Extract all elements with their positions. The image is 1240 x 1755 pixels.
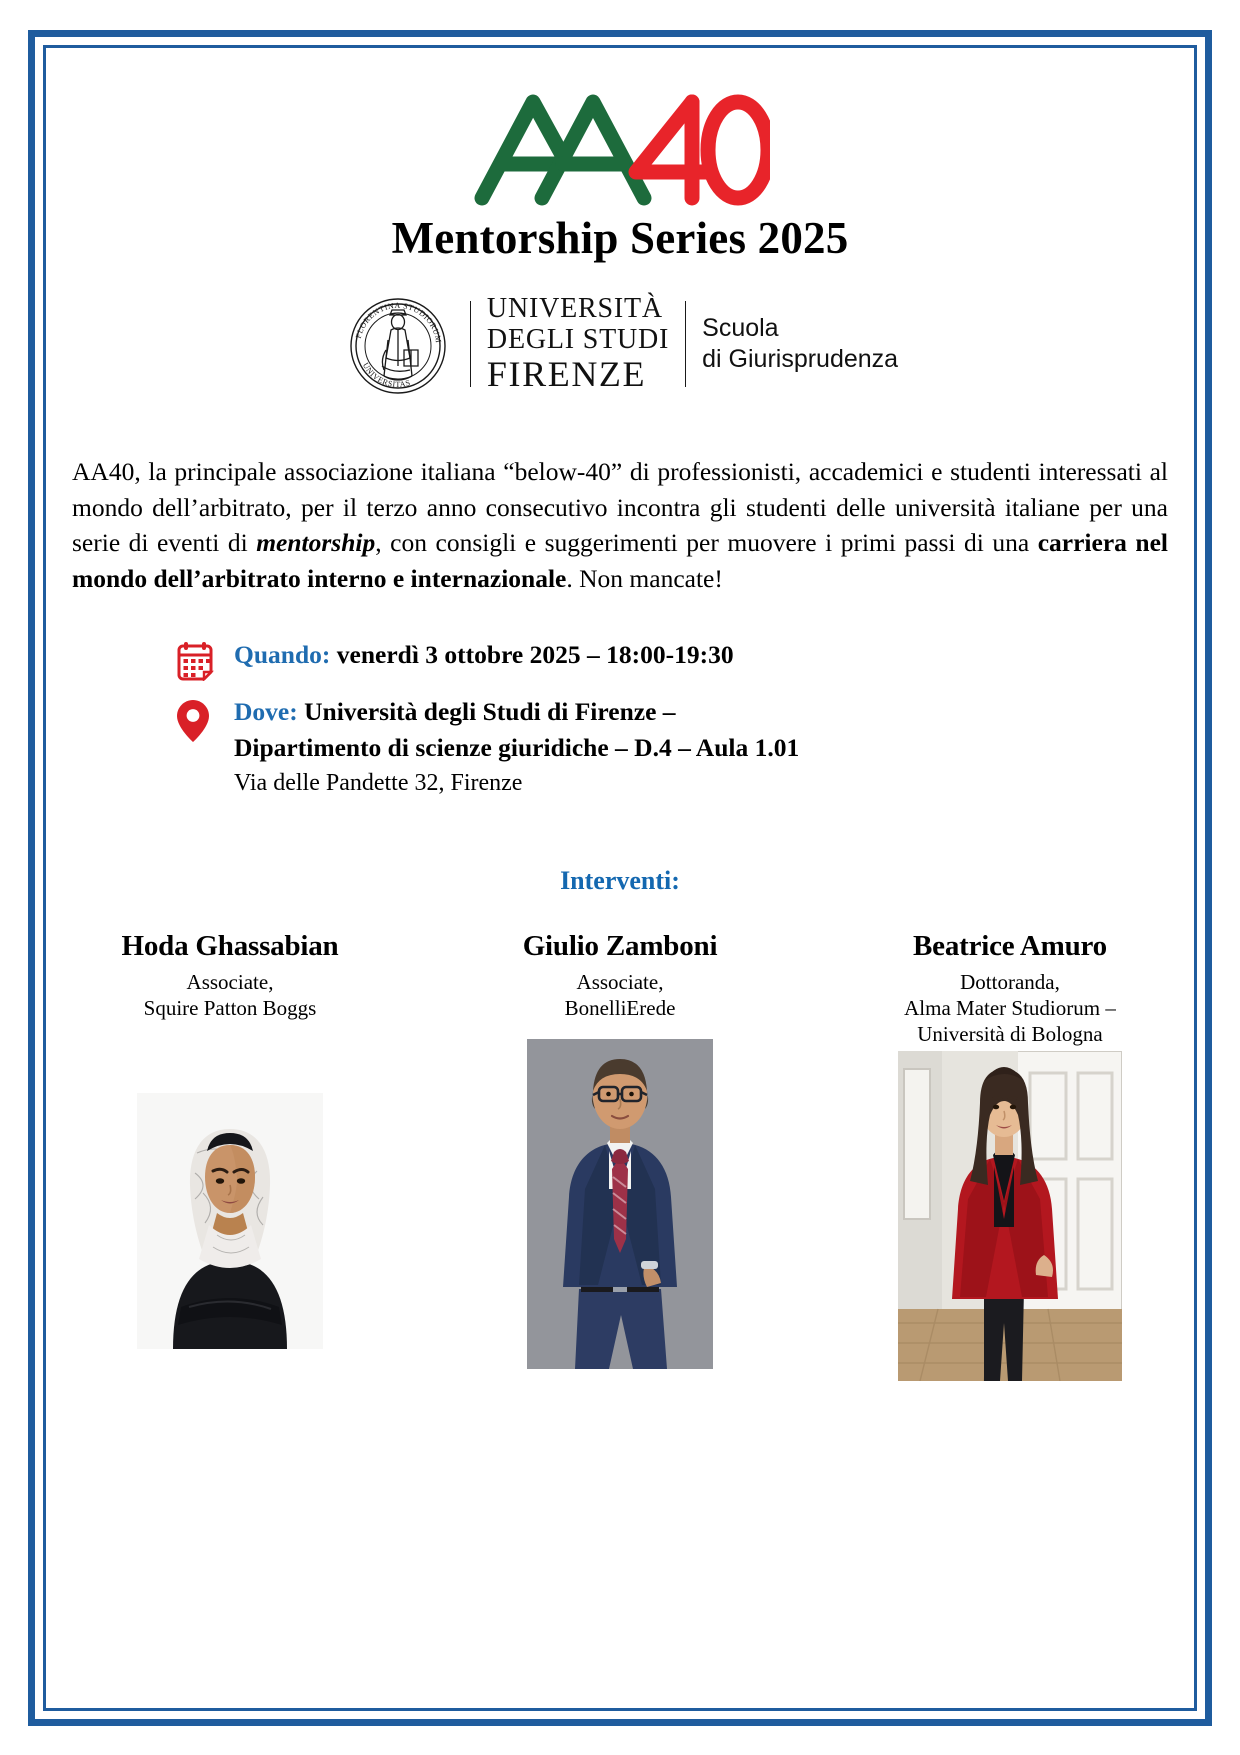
aa40-logo	[470, 88, 770, 206]
detail-where-value1: Università degli Studi di Firenze –	[297, 696, 676, 726]
logo-divider-1	[470, 301, 471, 387]
event-details	[60, 637, 1180, 800]
university-name-line1: UNIVERSITÀ	[486, 293, 663, 325]
unifi-crest-icon	[342, 288, 454, 400]
speaker-card	[80, 930, 380, 1381]
poster-content	[60, 62, 1180, 1694]
svg-text:FLORENTINA STUDIORUM: FLORENTINA STUDIORUM	[353, 300, 443, 344]
speaker-name: Hoda Ghassabian	[121, 930, 339, 963]
university-wordmark	[487, 294, 669, 393]
school-name-line1: Scuola	[702, 313, 779, 342]
speaker-card	[470, 930, 770, 1381]
detail-row-where	[176, 694, 1180, 800]
detail-where-label: Dove:	[234, 696, 298, 726]
calendar-icon-wrap	[176, 637, 234, 686]
university-logo-row	[60, 288, 1180, 400]
speakers-list	[60, 930, 1180, 1381]
school-name	[702, 313, 898, 376]
university-name-line2: DEGLI STUDI	[486, 323, 670, 355]
map-pin-icon-wrap	[176, 694, 234, 749]
speaker-role-line2: Squire Patton Boggs	[143, 996, 317, 1021]
detail-where-line1	[234, 694, 799, 730]
speaker-role-line2: Alma Mater Studiorum –	[904, 996, 1116, 1021]
speaker-role-line1: Associate,	[576, 970, 664, 995]
speaker-card	[860, 930, 1160, 1381]
speaker-portrait-image	[898, 1051, 1122, 1381]
speaker-name: Giulio Zamboni	[522, 930, 718, 963]
calendar-icon	[176, 641, 214, 681]
intro-paragraph	[60, 454, 1180, 597]
intro-seg1: AA40, la principale associazione italiana “below-40” di professionisti, accademici e studenti interessati al mondo dell’arbitrato, per il terzo anno consecutivo incontra gli studenti delle università italiane per una serie di eventi di	[72, 457, 1168, 558]
speaker-role	[860, 969, 1160, 1047]
intro-seg2: , con consigli e suggerimenti per muovere i primi passi di una	[375, 528, 1038, 558]
school-name-line2: di Giurisprudenza	[702, 345, 899, 373]
detail-when-text	[234, 637, 734, 673]
detail-when-label: Quando:	[234, 639, 331, 669]
intro-emphasis-mentorship: mentorship	[256, 528, 376, 558]
speaker-role-line2: BonelliErede	[564, 996, 676, 1021]
detail-where-address: Via delle Pandette 32, Firenze	[234, 770, 523, 797]
logo-divider-2	[685, 301, 686, 387]
intro-seg3: . Non mancate!	[566, 564, 723, 594]
speaker-role-line3: Università di Bologna	[917, 1022, 1103, 1047]
detail-where-line2: Dipartimento di scienze giuridiche – D.4 – Aula 1.01	[234, 732, 800, 762]
speaker-portrait-image	[137, 1093, 323, 1349]
detail-when-value: venerdì 3 ottobre 2025 – 18:00-19:30	[330, 639, 734, 669]
aa40-logo-block	[60, 88, 1180, 206]
speaker-role	[470, 969, 770, 1021]
speaker-photo	[527, 1039, 713, 1369]
intro-emphasis-career: carriera nel mondo dell’arbitrato interno e internazionale	[72, 528, 1169, 594]
page-title: Mentorship Series 2025	[391, 213, 849, 263]
speaker-role-line1: Dottoranda,	[960, 970, 1060, 995]
speaker-role	[80, 969, 380, 1021]
detail-where-text	[234, 694, 799, 800]
speakers-heading: Interventi:	[560, 866, 680, 896]
map-pin-icon	[176, 698, 210, 744]
svg-text:UNIVERSITAS: UNIVERSITAS	[360, 361, 412, 390]
speaker-portrait-image	[527, 1039, 713, 1369]
speaker-name: Beatrice Amuro	[913, 930, 1107, 963]
speaker-photo	[137, 1093, 323, 1349]
speaker-photo	[898, 1051, 1122, 1381]
detail-row-when	[176, 637, 1180, 686]
university-name-line3: FIRENZE	[486, 353, 647, 394]
speaker-role-line1: Associate,	[186, 970, 274, 995]
